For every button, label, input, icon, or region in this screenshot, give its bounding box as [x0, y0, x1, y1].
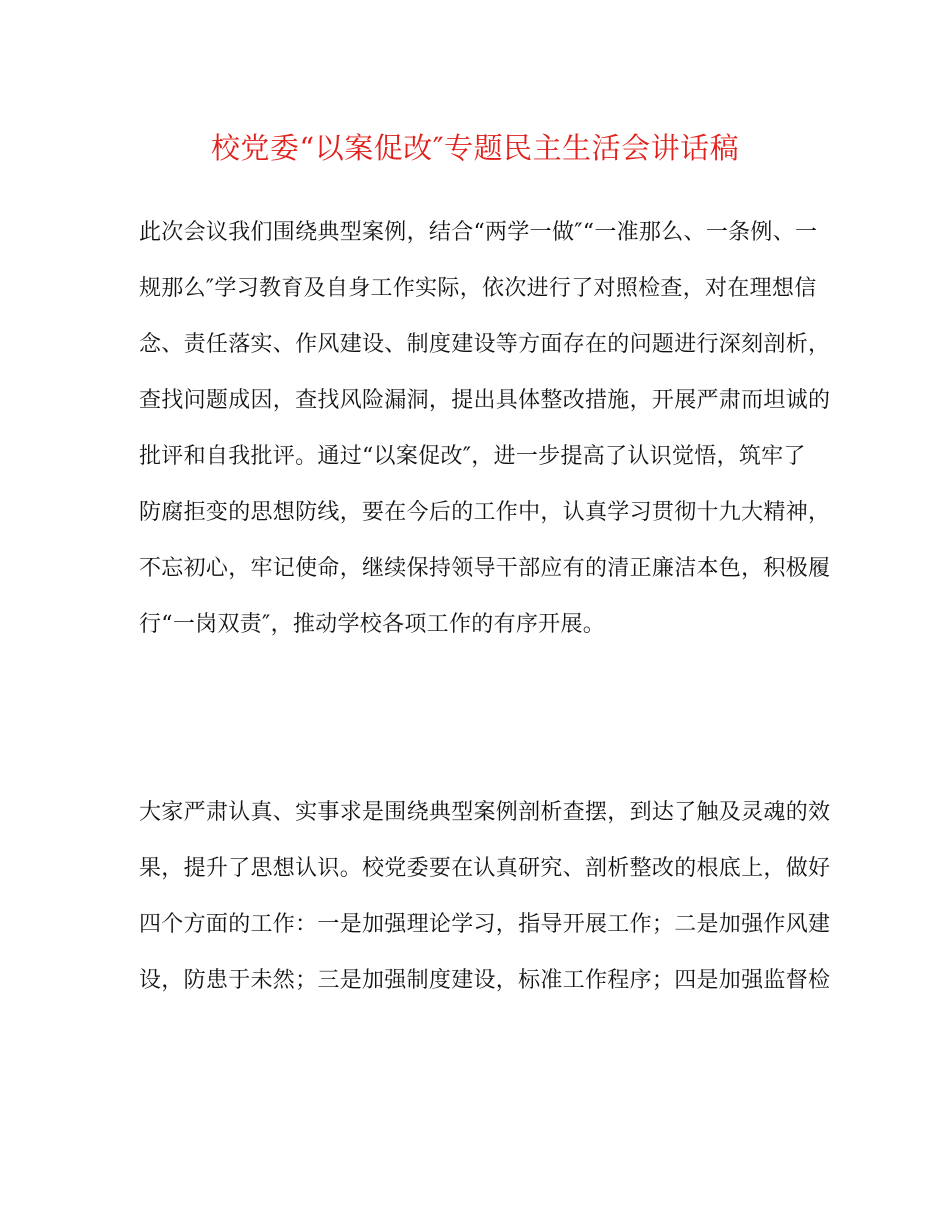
paragraph-line: 查找问题成因，查找风险漏洞，提出具体整改措施，开展严肃而坦诚的 [139, 388, 831, 413]
paragraph-line: 批评和自我批评。通过“以案促改″，进一步提高了认识觉悟，筑牢了 [139, 444, 806, 469]
paragraph-line: 行“一岗双责″，推动学校各项工作的有序开展。 [139, 612, 606, 637]
paragraph-line: 四个方面的工作：一是加强理论学习，指导开展工作；二是加强作风建 [139, 912, 831, 937]
paragraph-line: 念、责任落实、作风建设、制度建设等方面存在的问题进行深刻剖析， [139, 332, 831, 357]
paragraph-line: 防腐拒变的思想防线，要在今后的工作中，认真学习贯彻十九大精神， [139, 500, 831, 525]
paragraph-line: 不忘初心，牢记使命，继续保持领导干部应有的清正廉洁本色，积极履 [139, 556, 831, 581]
document-title: 校党委“以案促改″专题民主生活会讲话稿 [210, 131, 740, 165]
paragraph-line: 设，防患于未然；三是加强制度建设，标准工作程序；四是加强监督检 [139, 968, 831, 993]
paragraph-2 [139, 785, 831, 1009]
paragraph-1 [139, 205, 831, 653]
paragraph-line: 此次会议我们围绕典型案例，结合“两学一做″“一准那么、一条例、一 [139, 220, 818, 245]
paragraph-line: 规那么″学习教育及自身工作实际，依次进行了对照检查，对在理想信 [139, 276, 817, 301]
paragraph-line: 大家严肃认真、实事求是围绕典型案例剖析查摆，到达了触及灵魂的效 [139, 800, 831, 825]
paragraph-line: 果，提升了思想认识。校党委要在认真研究、剖析整改的根底上，做好 [139, 856, 831, 881]
